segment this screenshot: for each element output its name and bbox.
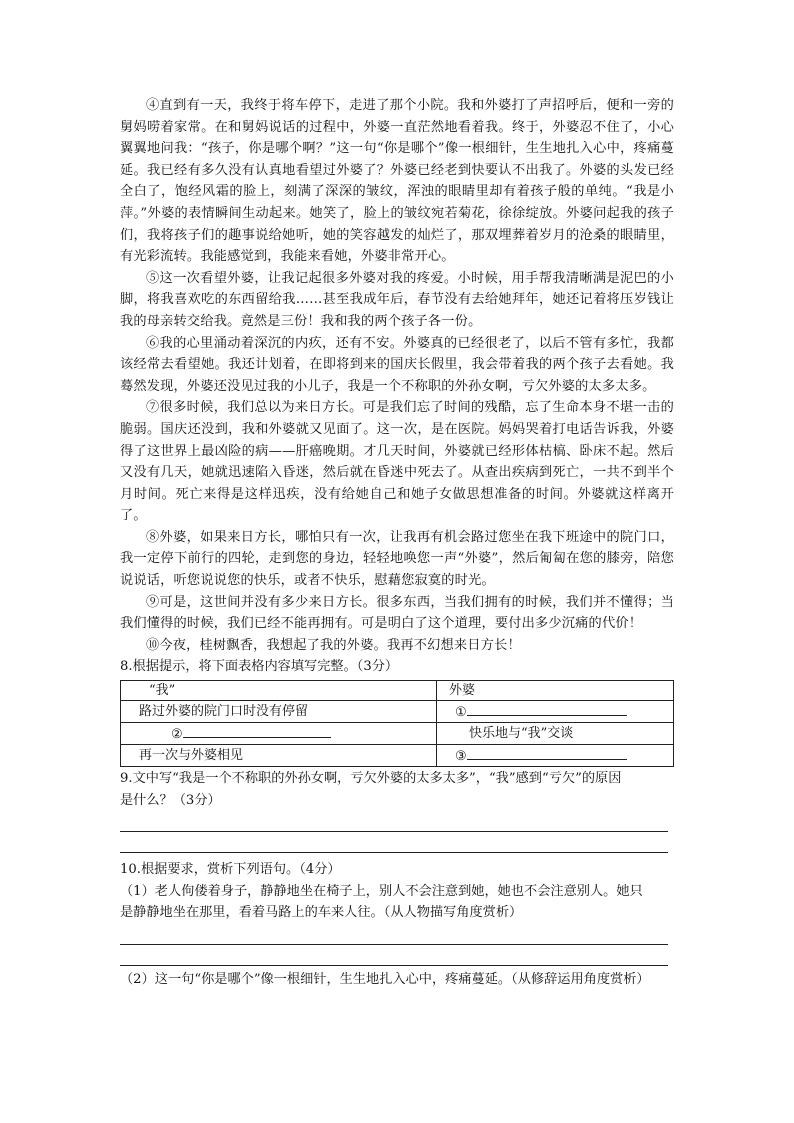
paragraph-9: ⑨可是，这世间并没有多少来日方长。很多东西，当我们拥有的时候，我们并不懂得；当我们懂得的时候，我们已经不能再拥有。可是明白了这个道理，要付出多少沉痛的代价！ [120, 594, 674, 632]
answer-blank-3[interactable] [467, 745, 627, 760]
question-8-prompt: 8.根据提示，将下面表格内容填写完整。（3分） [120, 659, 399, 675]
question-10-1-answer-line-1[interactable] [120, 924, 668, 945]
row1-me: 路过外婆的院门口时没有停留 [121, 701, 437, 723]
question-9-answer-line-2[interactable] [120, 832, 668, 853]
question-10-1-answer-line-2[interactable] [120, 945, 668, 966]
paragraph-6: ⑥我的心里涌动着深沉的内疚，还有不安。外婆真的已经很老了，以后不管有多忙，我都该经常去看望她。我还计划着，在即将到来的国庆长假里，我会带着我的两个孩子去看她。我蓦然发现，外婆还没见过我的小儿子，我是一个不称职的外孙女啊，亏欠外婆的太多太多。 [120, 335, 674, 394]
question-8-table [120, 680, 674, 767]
answer-blank-2[interactable] [183, 723, 331, 738]
table-row [121, 723, 674, 745]
table-header-row [121, 681, 674, 701]
row2-me[interactable]: ② [121, 723, 437, 745]
row1-grandma[interactable]: ① [437, 701, 674, 723]
table-row [121, 701, 674, 723]
paragraph-4: ④直到有一天，我终于将车停下，走进了那个小院。我和外婆打了声招呼后，便和一旁的舅妈唠着家常。在和舅妈说话的过程中，外婆一直茫然地看着我。终于，外婆忍不住了，小心翼翼地问我：“孩子，你是哪个啊？”这一句“你是哪个”像一根细针，生生地扎入心中，疼痛蔓延。我已经有多久没有认真地看望过外婆了？外婆已经老到快要认不出我了。外婆的头发已经全白了，饱经风霜的脸上，刻满了深深的皱纹，浑浊的眼睛里却有着孩子般的单纯。“我是小萍。”外婆的表情瞬间生动起来。她笑了，脸上的皱纹宛若菊花，徐徐绽放。外婆问起我的孩子们，我将孩子们的趣事说给她听，她的笑容越发的灿烂了，那双埋葬着岁月的沧桑的眼睛里，有光彩流转。我能感觉到，我能来看她，外婆非常开心。 [120, 98, 674, 265]
header-grandma: 外婆 [437, 681, 674, 701]
question-9-line2: 是什么？（3分） [120, 792, 221, 808]
row2-grandma: 快乐地与“我”交谈 [437, 723, 674, 745]
answer-blank-1[interactable] [467, 701, 627, 716]
row3-grandma[interactable]: ③ [437, 745, 674, 767]
paragraph-10: ⑩今夜，桂树飘香，我想起了我的外婆。我再不幻想来日方长！ [146, 637, 521, 653]
question-10-item1-line1: （1）老人佝偻着身子，静静地坐在椅子上，别人不会注意到她，她也不会注意别人。她只 [120, 883, 643, 899]
exam-page [120, 95, 674, 991]
question-10-item2: （2）这一句“你是哪个”像一根细针，生生地扎入心中，疼痛蔓延。（从修辞运用角度赏析） [120, 972, 650, 987]
paragraph-7: ⑦很多时候，我们总以为来日方长。可是我们忘了时间的残酷，忘了生命本身不堪一击的脆弱。国庆还没到，我和外婆就又见面了。这一次，是在医院。妈妈哭着打电话告诉我，外婆得了这世界上最凶险的病——肝癌晚期。才几天时间，外婆就已经形体枯槁、卧床不起。然后又没有几天，她就迅速陷入昏迷，然后就在昏迷中死去了。从查出疾病到死亡，一共不到半个月时间。死亡来得是这样迅疾，没有给她自己和她子女做思想准备的时间。外婆就这样离开了。 [120, 400, 674, 524]
paragraph-8: ⑧外婆，如果来日方长，哪怕只有一次，让我再有机会路过您坐在我下班途中的院门口，我一定停下前行的四轮，走到您的身边，轻轻地唤您一声“外婆”，然后匍匐在您的膝旁，陪您说说话，听您说说您的快乐，或者不快乐，慰藉您寂寞的时光。 [120, 529, 674, 589]
question-9-line1: 9.文中写“我是一个不称职的外孙女啊，亏欠外婆的太多太多”，“我”感到“亏欠”的原因 [120, 771, 622, 787]
row3-me: 再一次与外婆相见 [121, 745, 437, 767]
header-me: “我” [121, 681, 437, 701]
paragraph-5: ⑤这一次看望外婆，让我记起很多外婆对我的疼爱。小时候，用手帮我清晰满是泥巴的小脚，将我喜欢吃的东西留给我……甚至我成年后，春节没有去给她拜年，她还记着将压岁钱让我的母亲转交给我。竟然是三份！我和我的两个孩子各一份。 [120, 270, 674, 329]
question-9-answer-line-1[interactable] [120, 811, 668, 832]
table-row [121, 745, 674, 767]
question-10-prompt: 10.根据要求，赏析下列语句。（4分） [120, 862, 341, 878]
question-10-item1-line2: 是静静地坐在那里，看着马路上的车来人往。（从人物描写角度赏析） [120, 905, 523, 921]
